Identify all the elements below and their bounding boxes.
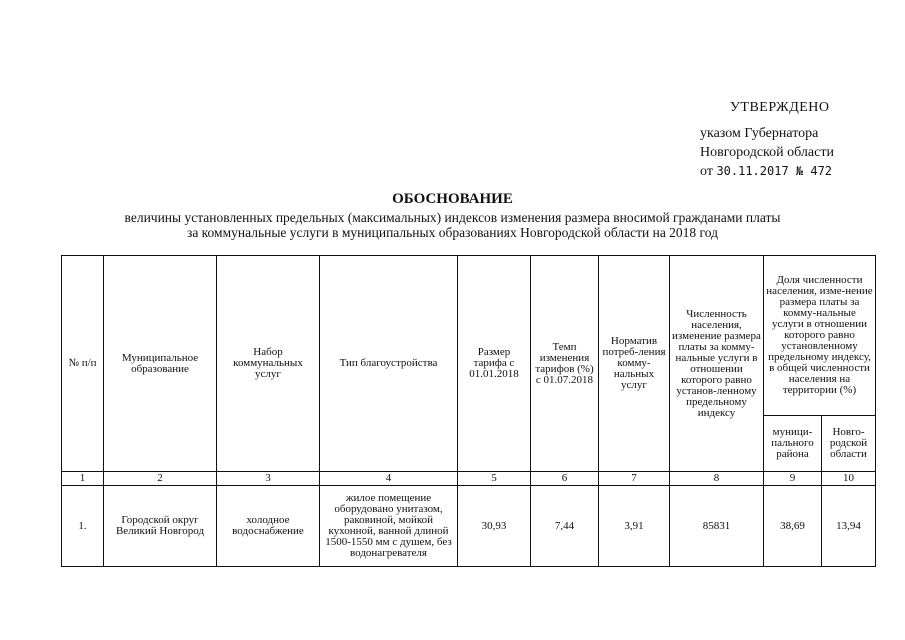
decree-date: 30.11.2017 № 472 [716, 164, 833, 178]
table-row [62, 486, 876, 567]
header-tariff: Размер тарифа с 01.01.2018 [458, 256, 531, 472]
row-rate: 7,44 [531, 486, 599, 567]
header-rate-change: Темп изменения тарифов (%) с 01.07.2018 [531, 256, 599, 472]
column-number-row [62, 472, 876, 486]
row-share-region: 13,94 [822, 486, 876, 567]
column-number: 6 [531, 472, 599, 486]
column-number: 3 [217, 472, 320, 486]
subtitle-line-2: за коммунальные услуги в муниципальных образованиях Новгородской области на 2018 год [186, 225, 718, 240]
header-services: Набор коммунальных услуг [217, 256, 320, 472]
header-share-region: Новго-родской области [822, 416, 876, 472]
decree-date-line [700, 162, 834, 181]
header-norm: Норматив потреб-ления комму-нальных услуг [599, 256, 670, 472]
row-number: 1. [62, 486, 104, 567]
header-share-group: Доля численности населения, изме-нение размера платы за комму-нальные услуги в отношении которого равно установленному предельному индексу, в общей численности населения на территории (%) [764, 256, 876, 416]
row-municipality: Городской округ Великий Новгород [104, 486, 217, 567]
column-number: 4 [320, 472, 458, 486]
approval-block [700, 98, 834, 181]
row-population: 85831 [670, 486, 764, 567]
header-population: Численность населения, изменение размера платы за комму-нальные услуги в отношении которого равно установ-ленному предельному индексу [670, 256, 764, 472]
document-title: ОБОСНОВАНИЕ [392, 191, 513, 207]
column-number: 5 [458, 472, 531, 486]
row-share-district: 38,69 [764, 486, 822, 567]
decree-line-1: указом Губернатора [700, 126, 819, 141]
date-prefix: от [700, 164, 713, 179]
column-number: 7 [599, 472, 670, 486]
decree-line-2: Новгородской области [700, 145, 834, 160]
column-number: 10 [822, 472, 876, 486]
column-number: 8 [670, 472, 764, 486]
column-number: 2 [104, 472, 217, 486]
approval-heading: УТВЕРЖДЕНО [730, 100, 830, 115]
row-norm: 3,91 [599, 486, 670, 567]
row-service: холодное водоснабжение [217, 486, 320, 567]
header-share-district: муници-пального района [764, 416, 822, 472]
header-amenity-type: Тип благоустройства [320, 256, 458, 472]
row-tariff: 30,93 [458, 486, 531, 567]
header-number: № п/п [62, 256, 104, 472]
column-number: 9 [764, 472, 822, 486]
column-number: 1 [62, 472, 104, 486]
justification-table [61, 255, 876, 567]
document-subtitle [0, 210, 905, 240]
subtitle-line-1: величины установленных предельных (максимальных) индексов изменения размера вносимой гражданами платы [124, 210, 781, 225]
header-municipality: Муниципальное образование [104, 256, 217, 472]
row-amenity: жилое помещение оборудовано унитазом, раковиной, мойкой кухонной, ванной длиной 1500-1550 мм с душем, без водонагревателя [320, 486, 458, 567]
